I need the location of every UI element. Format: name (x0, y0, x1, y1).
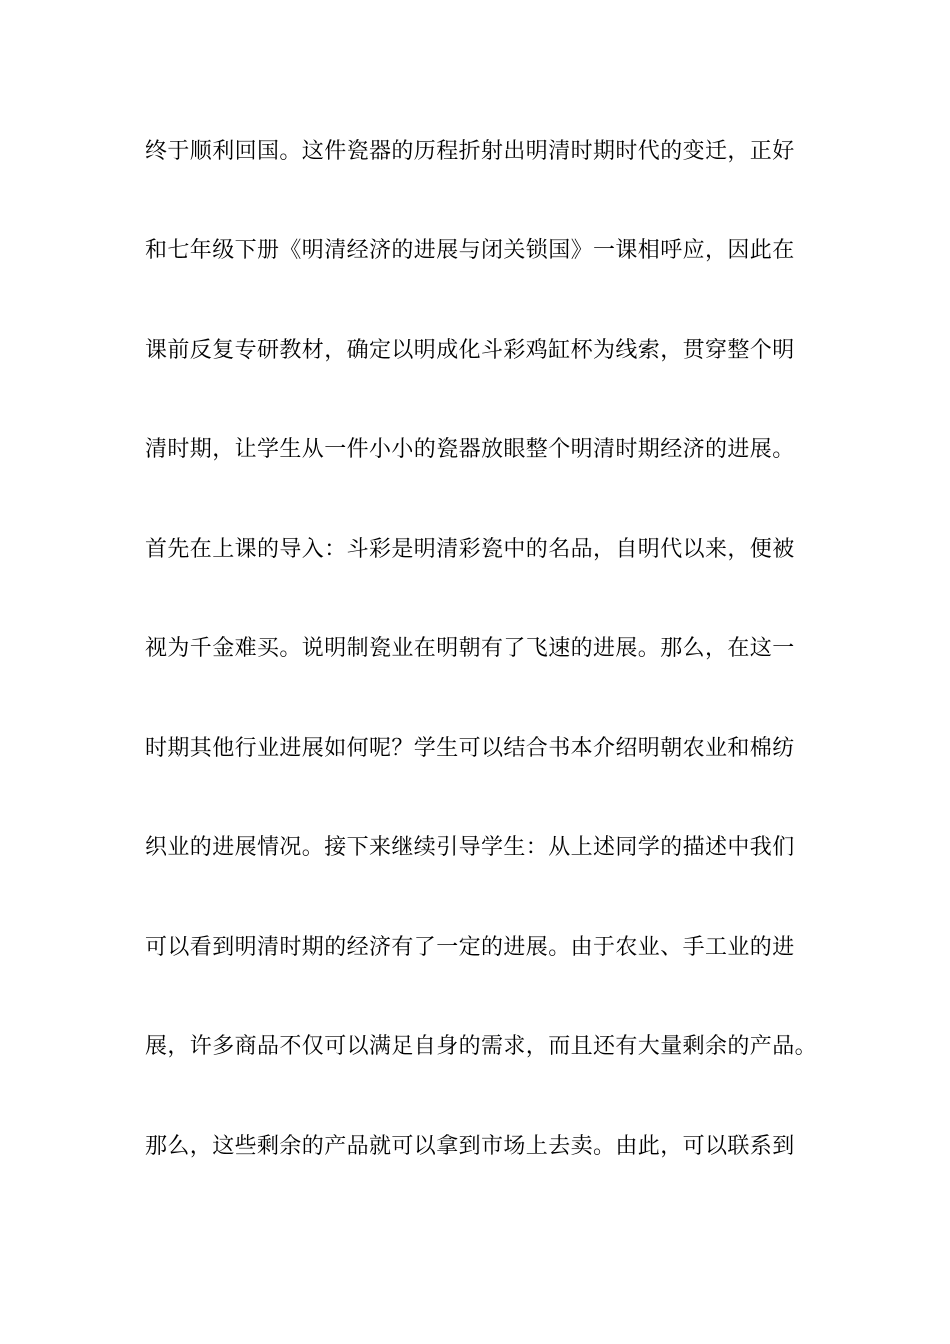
text-line: 那么，这些剩余的产品就可以拿到市场上去卖。由此，可以联系到 (145, 1134, 795, 1159)
text-line: 视为千金难买。说明制瓷业在明朝有了飞速的进展。那么，在这一 (145, 636, 795, 661)
text-line: 可以看到明清时期的经济有了一定的进展。由于农业、手工业的进 (145, 935, 795, 960)
text-line: 时期其他行业进展如何呢？学生可以结合书本介绍明朝农业和棉纺 (145, 736, 795, 761)
text-line: 展，许多商品不仅可以满足自身的需求，而且还有大量剩余的产品。 (145, 1034, 818, 1059)
text-line: 首先在上课的导入：斗彩是明清彩瓷中的名品，自明代以来，便被 (145, 537, 795, 562)
text-line: 和七年级下册《明清经济的进展与闭关锁国》一课相呼应，因此在 (145, 238, 795, 263)
text-line: 清时期，让学生从一件小小的瓷器放眼整个明清时期经济的进展。 (145, 437, 795, 462)
text-line: 织业的进展情况。接下来继续引导学生：从上述同学的描述中我们 (145, 835, 795, 860)
text-line: 课前反复专研教材，确定以明成化斗彩鸡缸杯为线索，贯穿整个明 (145, 338, 795, 363)
text-line: 终于顺利回国。这件瓷器的历程折射出明清时期时代的变迁，正好 (145, 139, 795, 164)
